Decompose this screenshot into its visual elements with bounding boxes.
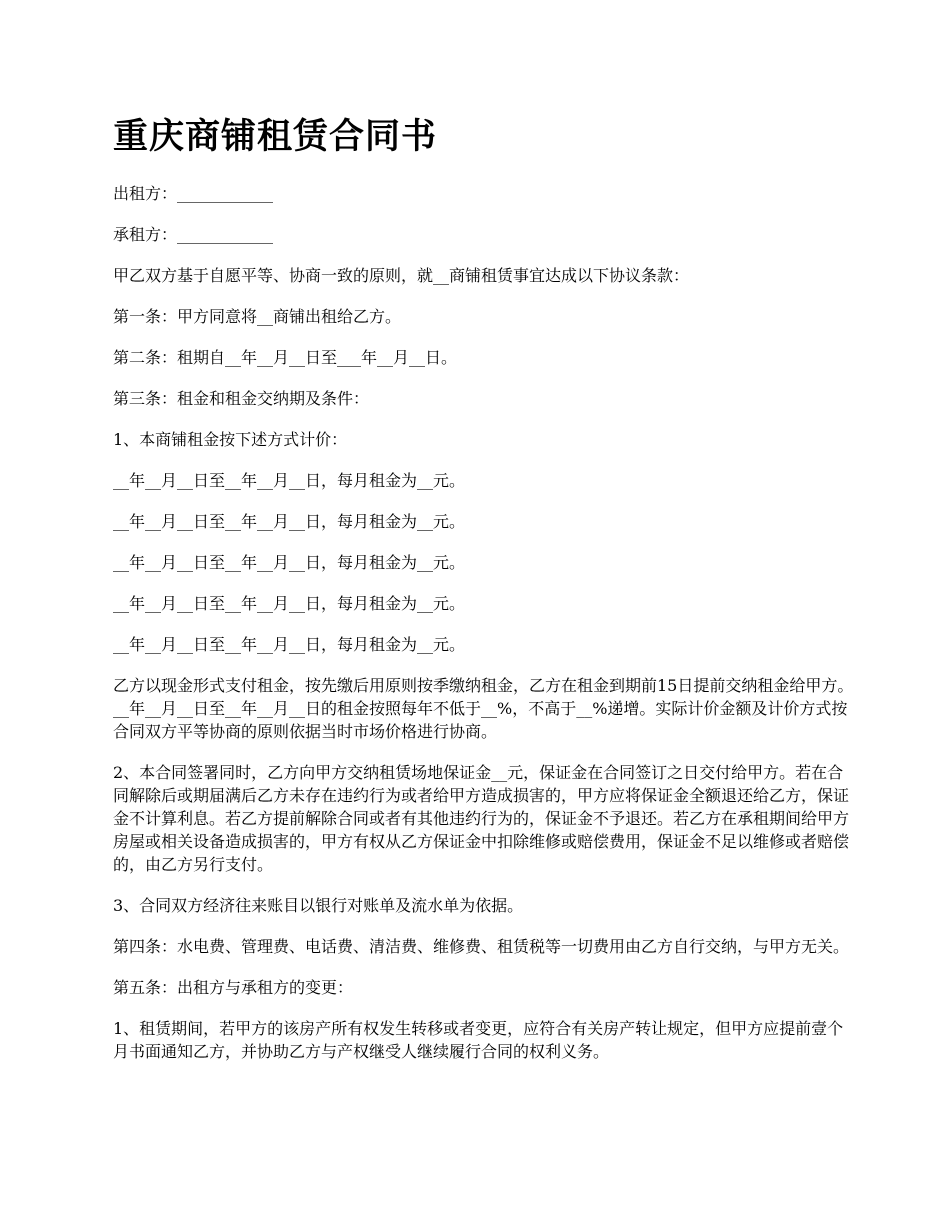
rent-period-line: __年__月__日至__年__月__日，每月租金为__元。 xyxy=(113,594,466,613)
article-2: 第二条：租期自__年__月__日至___年__月__日。 xyxy=(113,348,458,367)
article-3-item-2: 2、本合同签署同时，乙方向甲方交纳租赁场地保证金__元，保证金在合同签订之日交付给甲方。若在合同解除后或期届满后乙方未存在违约行为或者给甲方造成损害的，甲方应将保证金全额退还给乙方，保证金不计算利息。若乙方提前解除合同或者有其他违约行为的，保证金不予退还。若乙方在承租期间给甲方房屋或相关设备造成损害的，甲方有权从乙方保证金中扣除维修或赔偿费用，保证金不足以维修或者赔偿的，由乙方另行支付。 xyxy=(113,763,850,874)
document-title: 重庆商铺租赁合同书 xyxy=(113,117,438,157)
rent-period-line: __年__月__日至__年__月__日，每月租金为__元。 xyxy=(113,553,466,572)
lessor-line: 出租方：____________ xyxy=(113,184,274,203)
article-3-heading: 第三条：租金和租金交纳期及条件： xyxy=(113,389,370,408)
lessee-line: 承租方：____________ xyxy=(113,225,274,244)
article-5-heading: 第五条：出租方与承租方的变更： xyxy=(113,978,354,997)
rent-period-line: __年__月__日至__年__月__日，每月租金为__元。 xyxy=(113,512,466,531)
preamble-paragraph: 甲乙双方基于自愿平等、协商一致的原则，就__商铺租赁事宜达成以下协议条款： xyxy=(113,266,690,285)
rent-payment-paragraph: 乙方以现金形式支付租金，按先缴后用原则按季缴纳租金，乙方在租金到期前15日提前交纳租金给甲方。__年__月__日至__年__月__日的租金按照每年不低于__%，不高于__%递增。实际计价金额及计价方式按合同双方平等协商的原则依据当时市场价格进行协商。 xyxy=(113,676,854,741)
rent-period-line: __年__月__日至__年__月__日，每月租金为__元。 xyxy=(113,635,466,654)
article-1: 第一条：甲方同意将__商铺出租给乙方。 xyxy=(113,307,402,326)
article-4: 第四条：水电费、管理费、电话费、清洁费、维修费、租赁税等一切费用由乙方自行交纳，与甲方无关。 xyxy=(113,937,850,956)
article-5-item-1: 1、租赁期间，若甲方的该房产所有权发生转移或者变更，应符合有关房产转让规定，但甲方应提前壹个月书面通知乙方，并协助乙方与产权继受人继续履行合同的权利义务。 xyxy=(113,1019,844,1061)
article-3-item-3: 3、合同双方经济往来账目以银行对账单及流水单为依据。 xyxy=(113,896,524,915)
document-page xyxy=(113,112,858,1081)
article-3-item-1: 1、本商铺租金按下述方式计价： xyxy=(113,430,348,449)
rent-period-line: __年__月__日至__年__月__日，每月租金为__元。 xyxy=(113,471,466,490)
